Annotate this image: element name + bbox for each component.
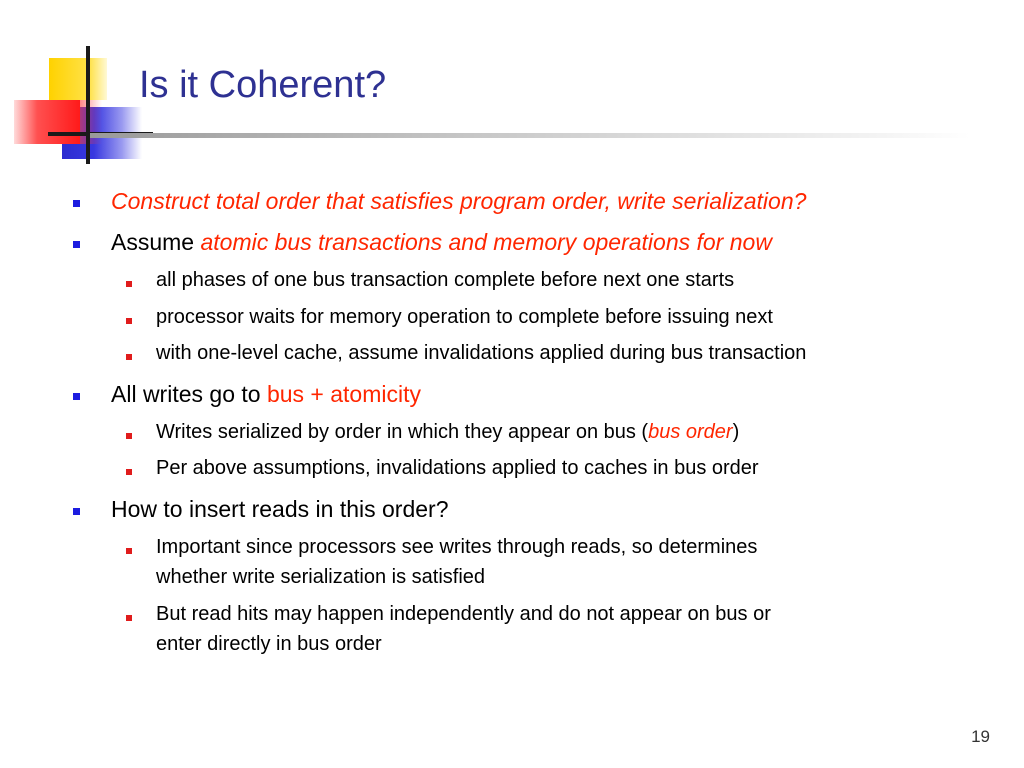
bullet-4: How to insert reads in this order? [111,496,449,522]
bullet-3-sub-1-emphasis: bus order [648,421,733,443]
page-number: 19 [971,727,990,746]
logo-yellow-square [49,58,107,100]
title-underline [90,133,970,138]
bullet-2-prefix: Assume [111,229,201,255]
bullet-icon [73,200,80,207]
bullet-1-text: Construct total order that satisfies program order, write serialization? [111,188,807,214]
bullet-3-sub-1 [156,421,739,444]
bullet-2-emphasis: atomic bus transactions and memory operations for now [200,229,772,255]
sub-bullet-icon [126,433,132,439]
bullet-3 [111,381,421,408]
bullet-3-prefix: All writes go to [111,381,267,407]
sub-bullet-icon [126,469,132,475]
sub-bullet-icon [126,318,132,324]
bullet-2-sub-1: all phases of one bus transaction complete before next one starts [156,269,735,291]
bullet-4-sub-1-line-1: Important since processors see writes through reads, so determines [156,536,758,558]
bullet-icon [73,241,80,248]
bullet-3-sub-2: Per above assumptions, invalidations applied to caches in bus order [156,457,759,479]
bullet-3-sub-1-prefix: Writes serialized by order in which they appear on bus ( [156,421,649,443]
bullet-3-emphasis: bus + atomicity [266,381,421,407]
slide-title: Is it Coherent? [139,64,387,106]
sub-bullet-icon [126,615,132,621]
bullet-3-sub-1-suffix: ) [732,421,740,443]
bullet-icon [73,508,80,515]
sub-bullet-icon [126,548,132,554]
bullet-1 [111,188,806,215]
bullet-2-sub-2: processor waits for memory operation to complete before issuing next [156,306,773,328]
logo-vertical-line [86,46,90,164]
sub-bullet-icon [126,281,132,287]
bullet-2 [111,229,772,256]
sub-bullet-icon [126,354,132,360]
bullet-4-sub-2-line-1: But read hits may happen independently and do not appear on bus or [156,603,771,625]
bullet-2-sub-3: with one-level cache, assume invalidations applied during bus transaction [156,342,807,364]
bullet-icon [73,393,80,400]
logo-red-square [14,100,80,144]
bullet-4-sub-2-line-2: enter directly in bus order [156,633,382,655]
bullet-4-sub-1-line-2: whether write serialization is satisfied [156,566,486,588]
